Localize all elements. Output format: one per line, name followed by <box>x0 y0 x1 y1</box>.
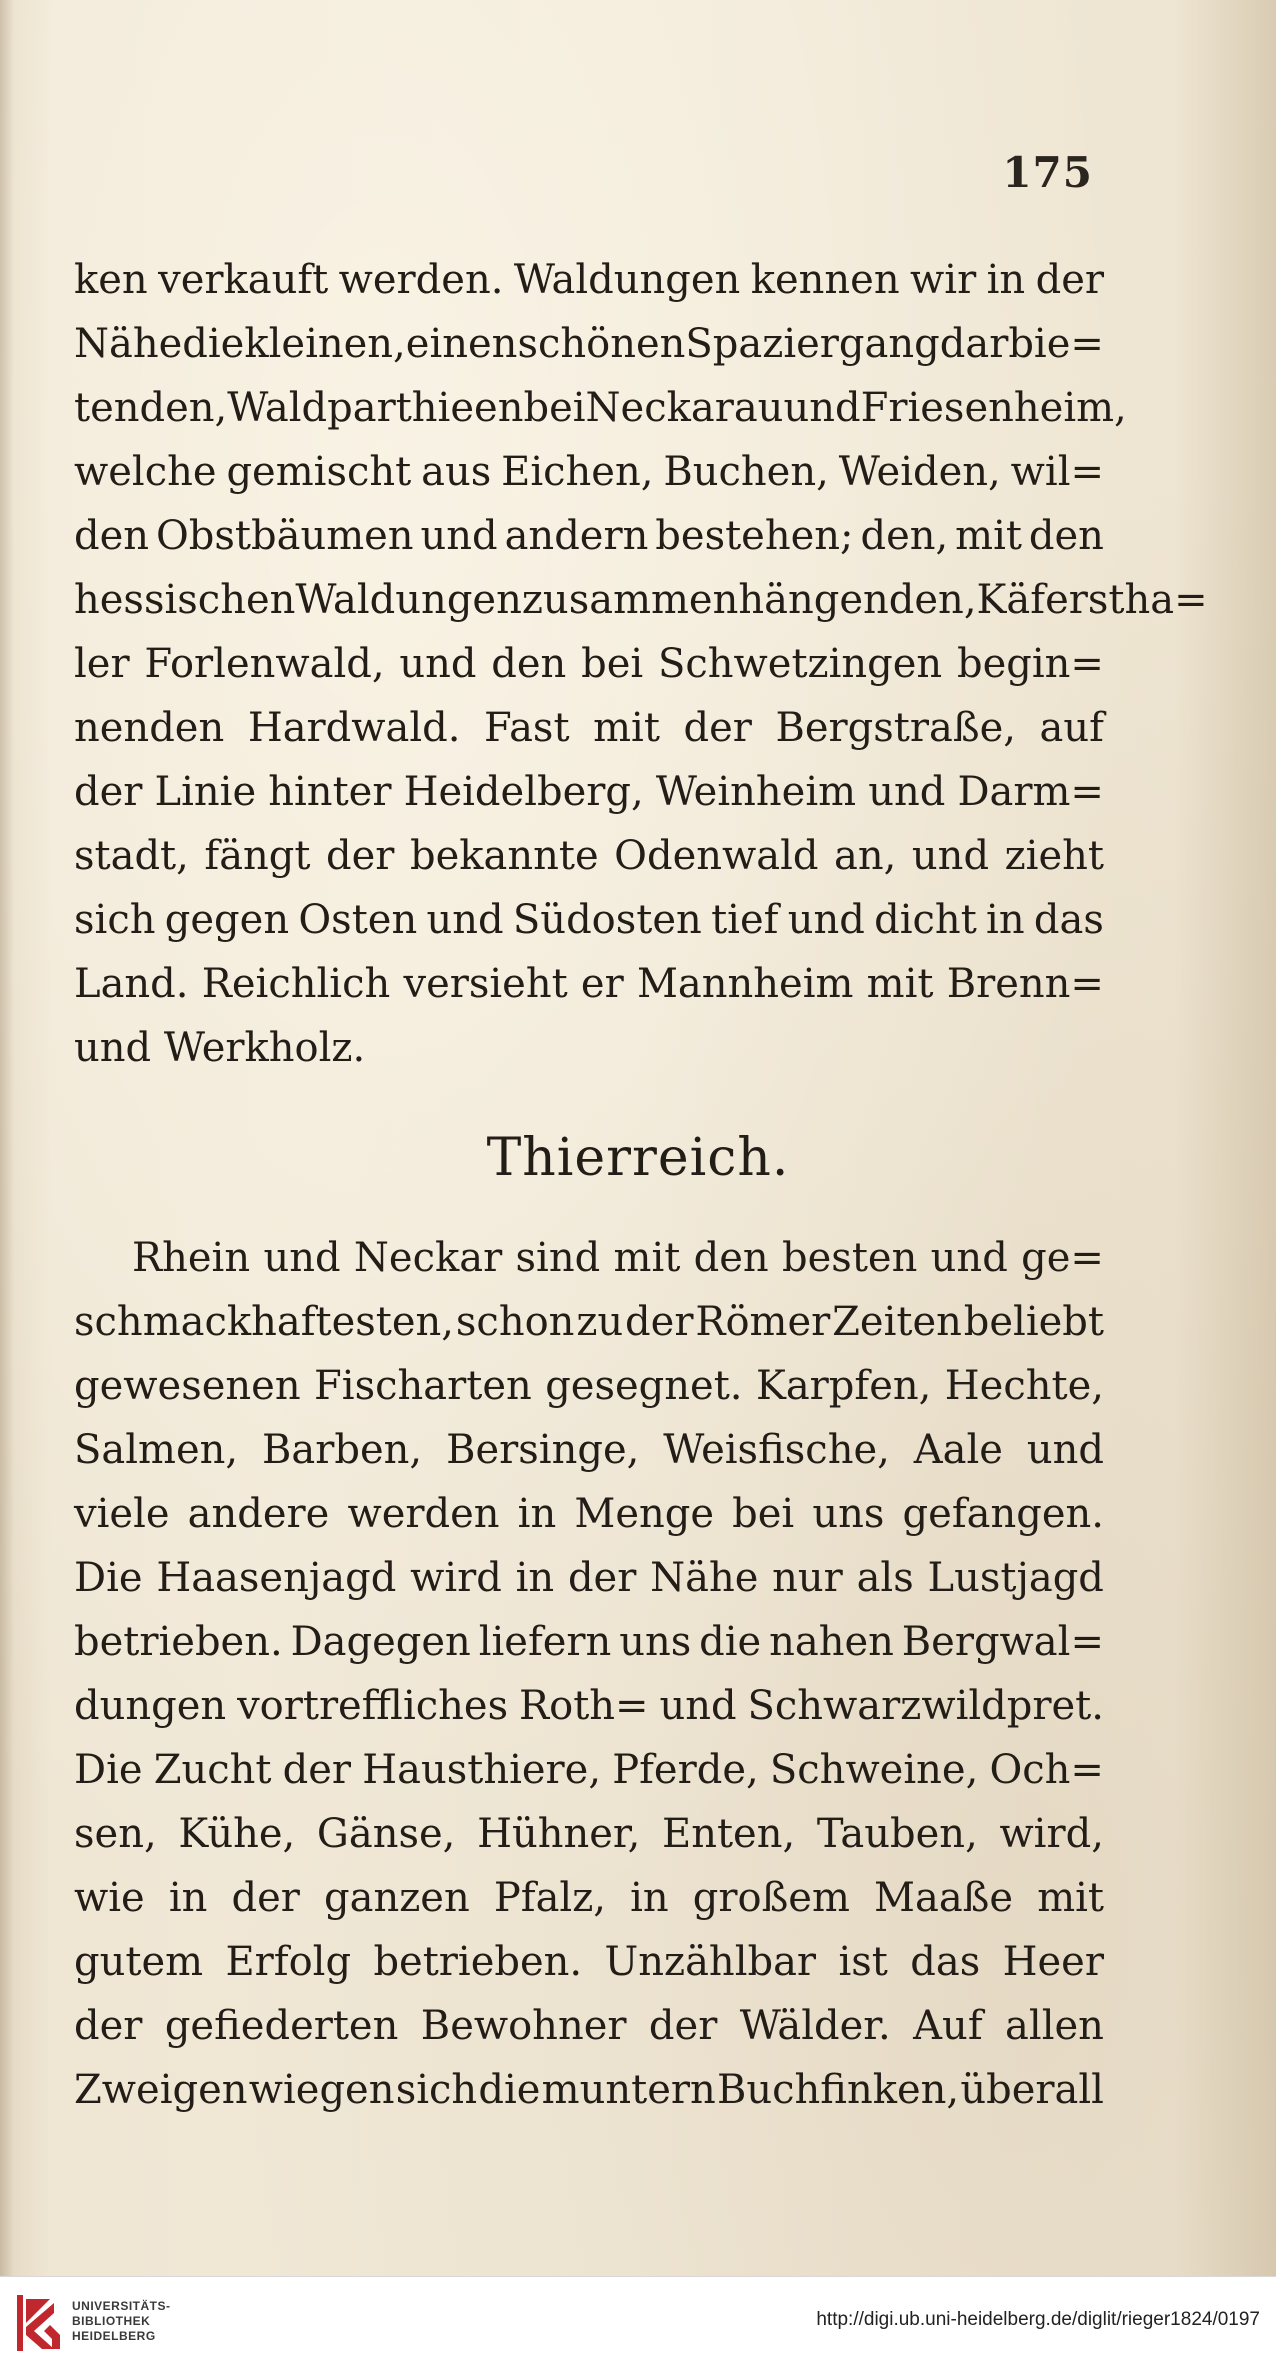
word: Roth= <box>519 1683 649 1729</box>
word: die <box>478 2067 541 2113</box>
word: liefern <box>478 1619 612 1665</box>
word: Südosten <box>512 897 702 943</box>
word: Hühner, <box>477 1811 641 1857</box>
word: versieht <box>403 961 568 1007</box>
word: nahen <box>769 1619 894 1665</box>
text-line <box>74 1354 1104 1418</box>
word: ge= <box>1021 1235 1104 1281</box>
paragraph-animals <box>74 1226 1104 2122</box>
word: gefiederten <box>164 2003 399 2049</box>
word: den <box>693 1235 769 1281</box>
word: Maaße <box>874 1875 1014 1921</box>
word: Pferde, <box>612 1747 759 1793</box>
word: Kühe, <box>178 1811 296 1857</box>
word: überall <box>960 2067 1104 2113</box>
text-line <box>74 1738 1104 1802</box>
word: der <box>74 769 143 815</box>
source-url-link[interactable]: http://digi.ub.uni-heidelberg.de/diglit/rieger1824/0197 <box>816 2309 1260 2330</box>
word: Zweigen <box>74 2067 248 2113</box>
word: besten <box>782 1235 918 1281</box>
word: und <box>1026 1427 1104 1473</box>
word: Bergstraße, <box>775 705 1016 751</box>
word: Heer <box>1002 1939 1104 1985</box>
word: in <box>986 897 1025 943</box>
word: Bewohner <box>420 2003 627 2049</box>
word: kennen <box>750 257 900 303</box>
word: andere <box>187 1491 330 1537</box>
word: betrieben. <box>74 1619 283 1665</box>
text-line <box>74 1802 1104 1866</box>
word: wird <box>410 1555 502 1601</box>
text-line <box>74 1418 1104 1482</box>
word: verkauft <box>158 257 329 303</box>
text-line <box>74 696 1104 760</box>
word: Hechte, <box>944 1363 1104 1409</box>
word: begin= <box>956 641 1104 687</box>
word: und <box>426 897 504 943</box>
word: ist <box>838 1939 888 1985</box>
word: Bergwal= <box>901 1619 1104 1665</box>
word: Hardwald. <box>247 705 461 751</box>
word: fängt <box>204 833 311 879</box>
word: und <box>783 385 861 431</box>
library-name-line: BIBLIOTHEK <box>72 2314 151 2328</box>
word: schmackhaftesten, <box>74 1299 455 1345</box>
word: der <box>683 705 752 751</box>
digitization-footer <box>0 2276 1276 2370</box>
word: kleinen, <box>244 321 406 367</box>
word: Rhein <box>132 1235 251 1281</box>
word: viele <box>74 1491 170 1537</box>
word: bei <box>581 641 644 687</box>
text-line <box>74 504 1104 568</box>
word: allen <box>1005 2003 1104 2049</box>
text-line <box>74 568 1208 632</box>
word: den <box>74 513 150 559</box>
word: darbie= <box>939 321 1104 367</box>
word: werden <box>347 1491 500 1537</box>
word: und <box>263 1235 341 1281</box>
paragraph-forests <box>74 248 1208 1080</box>
word: ganzen <box>324 1875 470 1921</box>
word: uns <box>812 1491 885 1537</box>
text-line <box>74 312 1104 376</box>
word: der <box>74 2003 143 2049</box>
word: Weisfische, <box>663 1427 890 1473</box>
library-name-line: UNIVERSITÄTS- <box>72 2299 171 2313</box>
word: werden. <box>338 257 504 303</box>
word: gegen <box>164 897 290 943</box>
word: in <box>515 1555 555 1601</box>
word: ler <box>74 641 130 687</box>
word: nenden <box>74 705 225 751</box>
word: Römer <box>695 1299 831 1345</box>
word: das <box>1033 897 1104 943</box>
text-line <box>74 1290 1104 1354</box>
word: Nähe <box>74 321 183 367</box>
word: schon <box>455 1299 575 1345</box>
word: er <box>580 961 624 1007</box>
text-line <box>74 1994 1104 2058</box>
word: Osten <box>298 897 418 943</box>
text-line <box>74 632 1104 696</box>
word: Forlenwald, <box>144 641 385 687</box>
text-line: und Werkholz. <box>74 1025 366 1071</box>
word: uns <box>619 1619 692 1665</box>
word: wir <box>910 257 977 303</box>
word: Och= <box>989 1747 1104 1793</box>
word: Neckarau <box>585 385 784 431</box>
word: Brenn= <box>946 961 1104 1007</box>
word: in <box>168 1875 208 1921</box>
text-line <box>74 376 1127 440</box>
word: den <box>1028 513 1104 559</box>
word: tief <box>711 897 779 943</box>
word: mit <box>955 513 1022 559</box>
word: wiegen <box>248 2067 395 2113</box>
text-line <box>74 952 1104 1016</box>
word: Weiden, <box>838 449 1001 495</box>
word: Zeiten <box>832 1299 962 1345</box>
word: Dagegen <box>290 1619 471 1665</box>
word: Haasenjagd <box>156 1555 397 1601</box>
word: wird, <box>999 1811 1104 1857</box>
word: gutem <box>74 1939 204 1985</box>
word: und <box>930 1235 1008 1281</box>
word: zusammenhängenden, <box>521 577 977 623</box>
word: und <box>911 833 990 879</box>
word: Waldungen <box>513 257 741 303</box>
word: sen, <box>74 1811 157 1857</box>
word: Eichen, <box>501 449 654 495</box>
word: Käferstha= <box>976 577 1208 623</box>
word: mit <box>593 705 660 751</box>
university-library-logo-icon <box>14 2291 64 2355</box>
word: sich <box>395 2067 478 2113</box>
text-line <box>74 824 1104 888</box>
word: auf <box>1039 705 1104 751</box>
text-line <box>74 1226 1104 1290</box>
word: und <box>659 1683 737 1729</box>
page-number: 175 <box>1002 148 1093 197</box>
word: der <box>567 1555 637 1601</box>
word: gesegnet. <box>545 1363 743 1409</box>
word: Weinheim <box>655 769 857 815</box>
word: Auf <box>913 2003 983 2049</box>
word: den, <box>860 513 949 559</box>
word: der <box>648 2003 718 2049</box>
text-line <box>74 1674 1104 1738</box>
word: der <box>282 1747 352 1793</box>
word: zu <box>576 1299 624 1345</box>
word: wil= <box>1010 449 1104 495</box>
word: Buchen, <box>663 449 829 495</box>
word: sich <box>74 897 156 943</box>
section-heading: Thierreich. <box>486 1128 790 1188</box>
word: Friesenheim, <box>860 385 1127 431</box>
word: nur <box>772 1555 843 1601</box>
word: Bersinge, <box>446 1427 640 1473</box>
word: Fischarten <box>314 1363 532 1409</box>
text-line <box>74 1866 1104 1930</box>
word: Odenwald <box>614 833 819 879</box>
library-name <box>72 2299 171 2344</box>
word: bestehen; <box>655 513 854 559</box>
word: Neckar <box>353 1235 503 1281</box>
word: Enten, <box>662 1811 796 1857</box>
text-line <box>74 1546 1104 1610</box>
word: Die <box>74 1555 143 1601</box>
text-line <box>74 2058 1104 2122</box>
word: hinter <box>268 769 392 815</box>
word: Hausthiere, <box>362 1747 602 1793</box>
word: Waldparthieen <box>227 385 524 431</box>
word: Mannheim <box>636 961 854 1007</box>
word: ken <box>74 257 148 303</box>
word: die <box>699 1619 762 1665</box>
text-line <box>74 760 1104 824</box>
word: der <box>231 1875 300 1921</box>
word: das <box>910 1939 981 1985</box>
word: muntern <box>541 2067 716 2113</box>
word: Fast <box>484 705 570 751</box>
word: beliebt <box>963 1299 1104 1345</box>
word: Aale <box>913 1427 1003 1473</box>
word: gewesenen <box>74 1363 301 1409</box>
word: bei <box>732 1491 795 1537</box>
word: mit <box>1037 1875 1104 1921</box>
word: dicht <box>874 897 977 943</box>
word: an, <box>834 833 897 879</box>
word: Barben, <box>262 1427 423 1473</box>
word: Unzählbar <box>604 1939 817 1985</box>
word: Schwetzingen <box>657 641 943 687</box>
word: Schwarzwildpret. <box>747 1683 1104 1729</box>
word: aus <box>421 449 492 495</box>
word: Heidelberg, <box>403 769 644 815</box>
text-line <box>74 1482 1104 1546</box>
word: welche <box>74 449 217 495</box>
word: und <box>420 513 498 559</box>
word: betrieben. <box>373 1939 583 1985</box>
word: der <box>326 833 395 879</box>
word: Gänse, <box>316 1811 456 1857</box>
word: Erfolg <box>225 1939 352 1985</box>
word: bekannte <box>409 833 599 879</box>
word: vortreffliches <box>237 1683 509 1729</box>
word: Land. <box>74 961 189 1007</box>
word: Karpfen, <box>755 1363 932 1409</box>
word: tenden, <box>74 385 228 431</box>
word: wie <box>74 1875 145 1921</box>
word: Tauben, <box>816 1811 978 1857</box>
word: bei <box>523 385 586 431</box>
word: einen <box>405 321 518 367</box>
word: Menge <box>574 1491 715 1537</box>
word: Nähe <box>650 1555 759 1601</box>
word: in <box>630 1875 669 1921</box>
word: Die <box>74 1747 143 1793</box>
word: großem <box>692 1875 850 1921</box>
word: in <box>517 1491 557 1537</box>
word: und <box>868 769 946 815</box>
word: Schweine, <box>769 1747 979 1793</box>
word: dungen <box>74 1683 227 1729</box>
word: hessischen <box>74 577 296 623</box>
word: schönen <box>517 321 686 367</box>
word: Linie <box>154 769 257 815</box>
word: andern <box>504 513 649 559</box>
word: stadt, <box>74 833 189 879</box>
word: Zucht <box>153 1747 272 1793</box>
word: gefangen. <box>902 1491 1104 1537</box>
word: Obstbäumen <box>155 513 414 559</box>
text-line <box>74 1610 1104 1674</box>
word: zieht <box>1004 833 1104 879</box>
word: als <box>856 1555 914 1601</box>
word: Lustjagd <box>927 1555 1104 1601</box>
word: und <box>787 897 865 943</box>
word: mit <box>613 1235 681 1281</box>
word: sind <box>515 1235 601 1281</box>
word: Pfalz, <box>493 1875 606 1921</box>
word: und <box>399 641 477 687</box>
word: Spaziergang <box>685 321 940 367</box>
word: mit <box>866 961 934 1007</box>
word: Waldungen <box>295 577 522 623</box>
word: die <box>182 321 245 367</box>
text-line <box>74 888 1104 952</box>
word: der <box>625 1299 694 1345</box>
word: Salmen, <box>74 1427 239 1473</box>
word: Reichlich <box>201 961 391 1007</box>
word: Wälder. <box>739 2003 891 2049</box>
word: Darm= <box>957 769 1104 815</box>
text-line <box>74 440 1104 504</box>
text-line <box>74 248 1104 312</box>
word: den <box>491 641 567 687</box>
library-name-line: HEIDELBERG <box>72 2329 156 2343</box>
word: in <box>986 257 1026 303</box>
text-line <box>74 1930 1104 1994</box>
word: der <box>1035 257 1104 303</box>
word: gemischt <box>226 449 412 495</box>
word: Buchfinken, <box>716 2067 960 2113</box>
